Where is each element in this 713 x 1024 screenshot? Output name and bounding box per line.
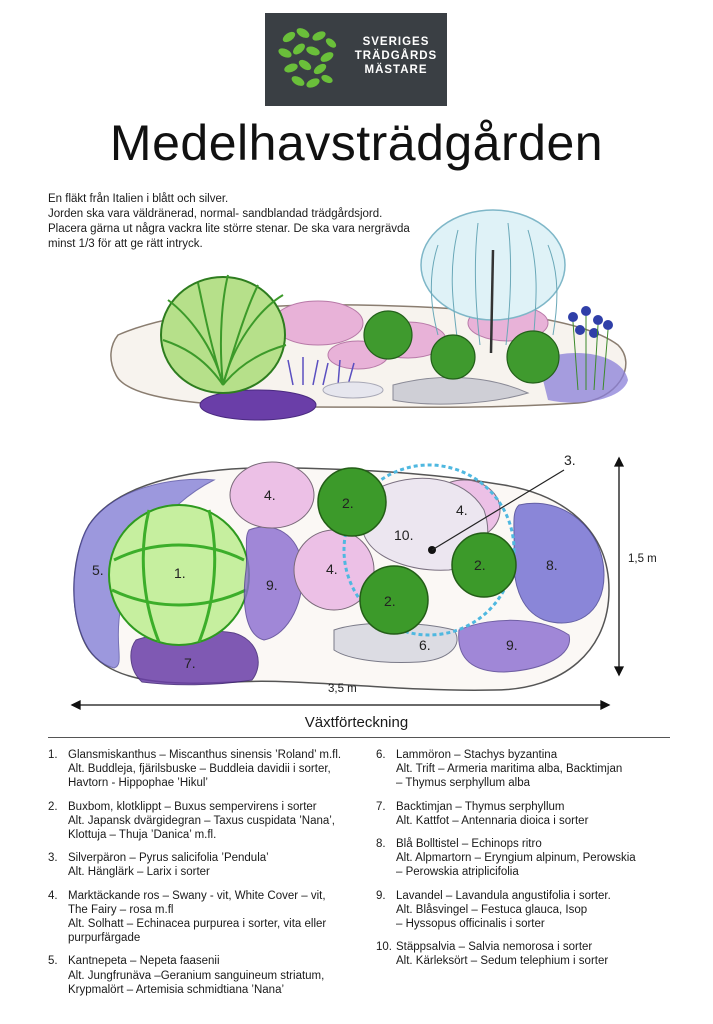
garden-perspective-illustration: [108, 195, 638, 430]
lavender-mat: [200, 390, 316, 420]
plan-label: 10.: [394, 527, 414, 543]
plan-label: 9.: [266, 577, 278, 593]
plant-list-item: [48, 800, 368, 843]
plan-height-label: 1,5 m: [628, 553, 657, 565]
logo-wordmark: [351, 35, 441, 77]
plant-text-line: Lammöron – Stachys byzantina: [396, 749, 558, 761]
plan-label: 5.: [92, 562, 104, 578]
plant-number: 1.: [48, 749, 58, 761]
logo-line: TRÄDGÅRDS: [354, 50, 438, 62]
plant-text-line: Havtorn - Hippophae ’Hikul’: [68, 777, 208, 790]
plant-list-right: [376, 748, 676, 978]
intro-line: Placera gärna ut några vackra lite större stenar. De ska vara nergrävda: [48, 223, 410, 235]
plant-text-line: The Fairy – rosa m.fl: [68, 903, 174, 916]
garden-plan: [64, 450, 644, 720]
page-title: Medelhavsträdgården: [109, 115, 604, 171]
plant-text-line: Lavandel – Lavandula angustifolia i sorter.: [396, 889, 611, 902]
ornamental-grass: [161, 275, 286, 393]
plant-list-item: [48, 748, 368, 791]
plan-label: 3.: [564, 452, 576, 468]
plant-number: 6.: [376, 749, 386, 761]
plant-text-line: – Thymus serphyllum alba: [396, 777, 531, 790]
plan-area-8: [514, 503, 604, 623]
plant-list-item: [376, 837, 676, 880]
plant-text-line: Buxbom, klotklippt – Buxus sempervirens i sorter: [68, 800, 317, 813]
plan-label: 4.: [264, 487, 276, 503]
plant-list-heading: Växtförteckning: [304, 714, 409, 731]
logo-line: MÄSTARE: [364, 64, 428, 76]
plant-list-item: [376, 940, 676, 968]
plan-label: 4.: [326, 561, 338, 577]
plant-number: 3.: [48, 852, 58, 865]
plant-text-line: Silverpäron – Pyrus salicifolia ’Pendula’: [68, 852, 269, 865]
plant-text-line: Marktäckande ros – Swany - vit, White Cover – vit,: [68, 889, 326, 902]
logo-line: SVERIGES: [362, 36, 430, 48]
plant-text-line: Alt. Alpmartorn – Eryngium alpinum, Perowskia: [396, 852, 636, 865]
plant-text-line: Alt. Solhatt – Echinacea purpurea i sorter, vita eller: [68, 918, 327, 931]
plant-number: 9.: [376, 889, 386, 902]
plant-list-item: [48, 889, 368, 946]
plant-list-item: [376, 748, 676, 791]
plant-list-item: [376, 800, 676, 828]
divider: [48, 737, 670, 738]
plant-text-line: Kantnepeta – Nepeta faasenii: [68, 955, 220, 968]
plant-text-line: Alt. Blåsvingel – Festuca glauca, Isop: [396, 903, 588, 916]
plant-text-line: Alt. Jungfrunäva –Geranium sanguineum striatum,: [68, 969, 325, 982]
intro-line: En fläkt från Italien i blått och silver.: [48, 193, 229, 205]
plant-list-item: [376, 889, 676, 932]
plant-text-line: Blå Bolltistel – Echinops ritro: [396, 838, 542, 851]
plan-label: 7.: [184, 655, 196, 671]
plant-list-item: [48, 851, 368, 879]
plant-text-line: Krypmalört – Artemisia schmidtiana ’Nana’: [68, 983, 285, 996]
plant-number: 8.: [376, 838, 386, 851]
plant-text-line: Klottuja – Thuja ’Danica’ m.fl.: [68, 829, 217, 842]
plant-text-line: purpurfärgade: [68, 932, 141, 945]
plan-label: 1.: [174, 565, 186, 581]
plan-label: 9.: [506, 637, 518, 653]
lambs-ear: [323, 382, 383, 398]
plant-number: 4.: [48, 889, 58, 902]
plant-text-line: Alt. Kärleksört – Sedum telephium i sorter: [396, 955, 609, 968]
brand-logo: [265, 13, 447, 106]
plant-list-left: [48, 748, 368, 1006]
plan-label: 4.: [456, 502, 468, 518]
plant-text-line: – Hyssopus officinalis i sorter: [396, 918, 545, 931]
plant-list-item: [48, 954, 368, 997]
intro-line: Jorden ska vara väldränerad, normal- sandblandad trädgårdsjord.: [48, 208, 383, 220]
plant-text-line: Glansmiskanthus – Miscanthus sinensis ’Roland’ m.fl.: [68, 749, 342, 761]
plan-label: 2.: [384, 593, 396, 609]
plant-text-line: Alt. Japansk dvärgidegran – Taxus cuspidata ’Nana’,: [68, 814, 336, 827]
plant-text-line: Alt. Kattfot – Antennaria dioica i sorter: [396, 814, 589, 827]
plant-text-line: Alt. Buddleja, fjärilsbuske – Buddleia davidii i sorter,: [68, 763, 331, 776]
plant-number: 2.: [48, 800, 58, 813]
plan-label: 2.: [342, 495, 354, 511]
plant-text-line: Alt. Trift – Armeria maritima alba, Backtimjan: [396, 763, 623, 776]
plan-width-label: 3,5 m: [328, 683, 357, 695]
leaf-cluster-icon: [265, 13, 345, 106]
plant-number: 7.: [376, 800, 386, 813]
intro-line: minst 1/3 för att ge rätt intryck.: [48, 238, 203, 250]
plan-label: 6.: [419, 637, 431, 653]
plant-text-line: Backtimjan – Thymus serphyllum: [396, 800, 565, 813]
plant-number: 10.: [376, 941, 392, 954]
plant-text-line: – Perowskia atriplicifolia: [396, 866, 519, 879]
plan-label: 2.: [474, 557, 486, 573]
plant-text-line: Stäppsalvia – Salvia nemorosa i sorter: [396, 941, 593, 954]
plan-label: 8.: [546, 557, 558, 573]
plant-text-line: Alt. Hänglärk – Larix i sorter: [68, 866, 210, 879]
plant-number: 5.: [48, 955, 58, 968]
